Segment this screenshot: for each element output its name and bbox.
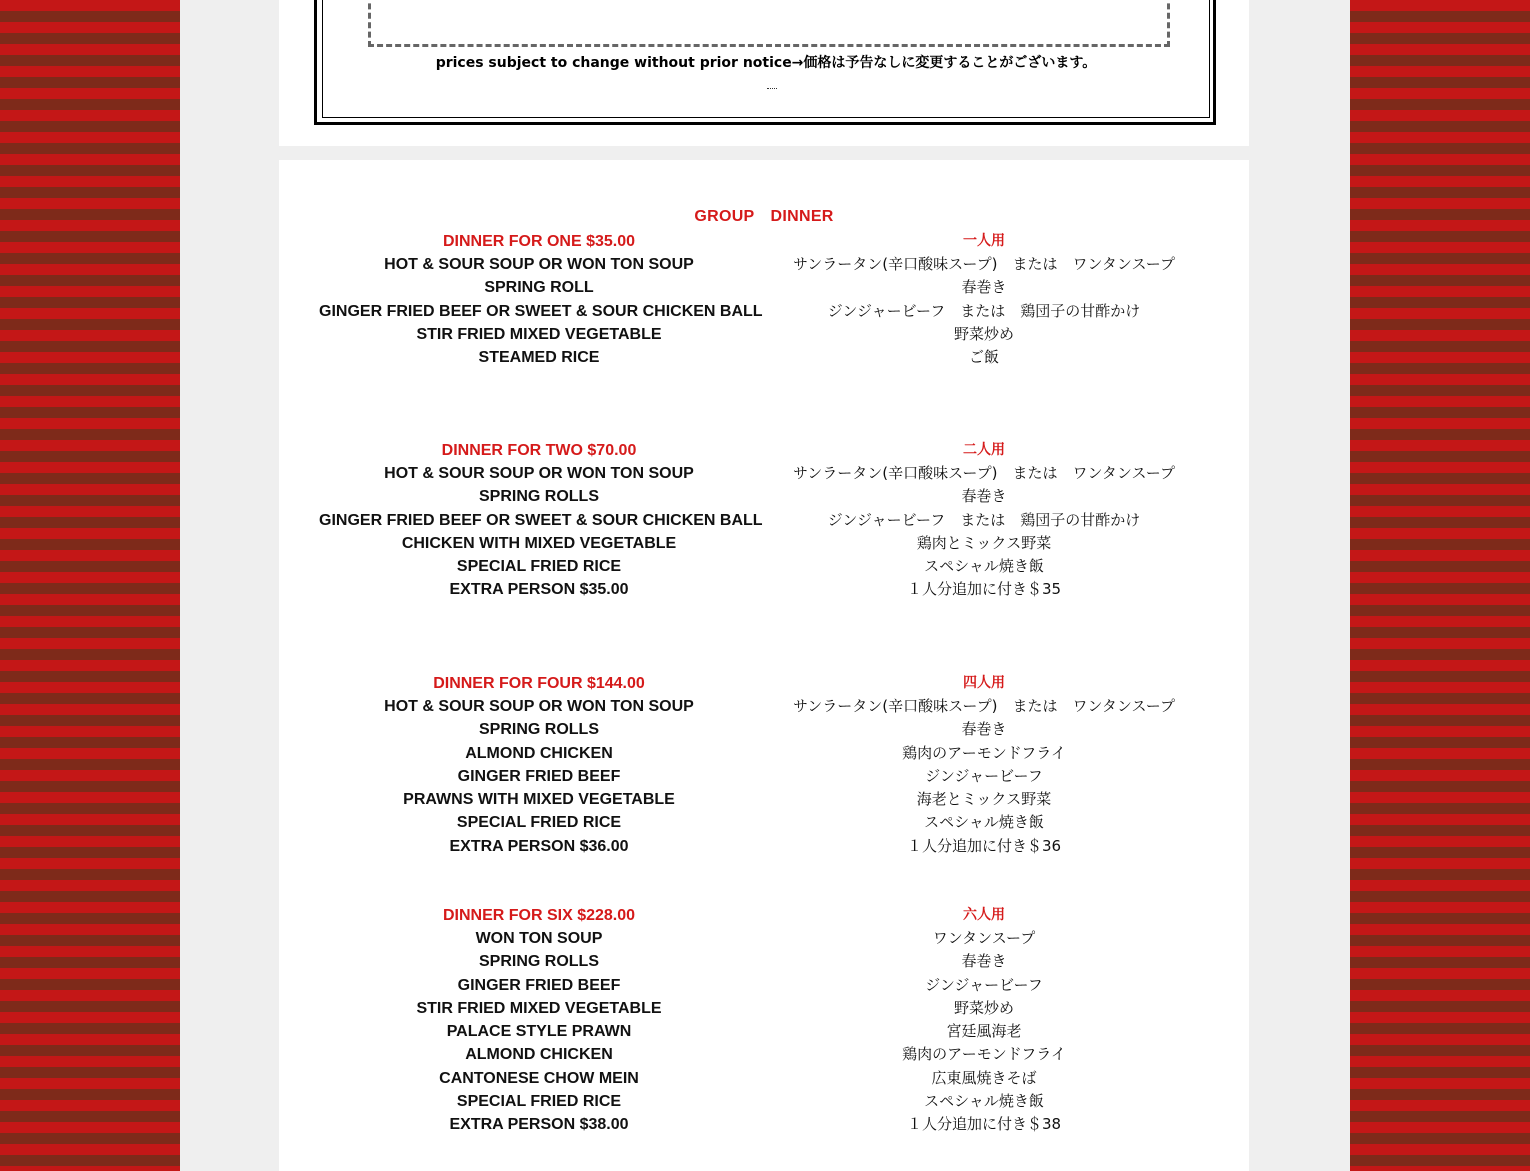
menu-item-en: HOT & SOUR SOUP OR WON TON SOUP — [384, 256, 694, 273]
menu-item-jp: １人分追加に付き＄38 — [906, 1115, 1062, 1134]
menu-item-en: EXTRA PERSON $38.00 — [449, 1116, 629, 1134]
menu-item-en: GINGER FRIED BEEF OR SWEET & SOUR CHICKEN BALL — [319, 511, 763, 529]
menu-item-en: SPRING ROLLS — [478, 953, 599, 971]
menu-item-jp: 野菜炒め — [953, 998, 1014, 1017]
menu-item-en: STIR FRIED MIXED VEGETABLE — [416, 325, 662, 343]
menu-item-en: SPRING ROLLS — [478, 721, 599, 739]
menu-item-en: ALMOND CHICKEN — [465, 744, 613, 762]
menu-item-en: SPECIAL FRIED RICE — [456, 814, 622, 832]
english-column — [319, 439, 763, 602]
menu-item-jp: 春巻き — [961, 720, 1007, 739]
decorative-mark — [767, 88, 777, 92]
menu-item-en: ALMOND CHICKEN — [465, 1046, 613, 1064]
menu-item-jp: ご飯 — [968, 348, 999, 367]
menu-item-en: EXTRA PERSON $36.00 — [449, 837, 629, 855]
japanese-column — [769, 904, 1199, 1137]
menu-item-jp: 鶏肉とミックス野菜 — [916, 533, 1052, 552]
section-title-en: DINNER FOR ONE $35.00 — [442, 233, 636, 250]
menu-item-jp: 広東風焼きそば — [931, 1068, 1037, 1087]
section-title-en: DINNER FOR SIX $228.00 — [442, 907, 636, 924]
menu-item-en: CHICKEN WITH MIXED VEGETABLE — [401, 534, 677, 552]
menu-item-en: PRAWNS WITH MIXED VEGETABLE — [403, 791, 675, 809]
menu-item-jp: ジンジャービーフ または 鶏団子の甘酢かけ — [827, 301, 1141, 320]
section-title-en: DINNER FOR TWO $70.00 — [441, 442, 637, 459]
price-notice: prices subject to change without prior notice→価格は予告なしに変更することがございます。 — [435, 55, 1097, 71]
menu-item-jp: 野菜炒め — [953, 324, 1014, 343]
menu-item-en: CANTONESE CHOW MEIN — [439, 1069, 639, 1087]
japanese-column — [769, 439, 1199, 602]
group-dinner-menu-page — [279, 160, 1249, 1171]
menu-item-en: GINGER FRIED BEEF OR SWEET & SOUR CHICKEN BALL — [319, 302, 763, 320]
english-column — [319, 230, 763, 369]
menu-item-jp: スペシャル焼き飯 — [924, 557, 1044, 576]
english-column — [319, 672, 759, 858]
menu-item-en: STEAMED RICE — [478, 349, 600, 367]
menu-item-en: SPRING ROLLS — [478, 488, 599, 506]
menu-item-en: SPECIAL FRIED RICE — [456, 558, 622, 576]
menu-item-en: WON TON SOUP — [475, 930, 603, 947]
menu-item-en: SPRING ROLL — [484, 279, 594, 297]
menu-item-en: SPECIAL FRIED RICE — [456, 1093, 622, 1111]
decorative-box — [368, 0, 1170, 47]
menu-item-jp: スペシャル焼き飯 — [924, 1092, 1044, 1111]
menu-item-jp: ジンジャービーフ — [925, 975, 1043, 994]
menu-item-jp: サンラータン(辛口酸味スープ) または ワンタンスープ — [793, 697, 1175, 715]
menu-item-jp: ジンジャービーフ または 鶏団子の甘酢かけ — [827, 510, 1141, 529]
menu-item-en: EXTRA PERSON $35.00 — [449, 581, 629, 599]
group-dinner-title — [279, 208, 1249, 226]
menu-item-en: HOT & SOUR SOUP OR WON TON SOUP — [384, 698, 694, 715]
left-striped-border — [0, 0, 180, 1171]
menu-item-jp: 海老とミックス野菜 — [916, 790, 1052, 809]
menu-item-en: GINGER FRIED BEEF — [457, 976, 621, 994]
right-striped-border — [1350, 0, 1530, 1171]
menu-item-jp: 春巻き — [961, 487, 1007, 506]
previous-menu-page — [279, 0, 1249, 146]
menu-item-jp: 宮廷風海老 — [946, 1022, 1022, 1041]
menu-item-en: STIR FRIED MIXED VEGETABLE — [416, 999, 662, 1017]
menu-item-jp: 鶏肉のアーモンドフライ — [902, 1045, 1066, 1064]
menu-item-en: HOT & SOUR SOUP OR WON TON SOUP — [384, 465, 694, 482]
section-title-jp: 一人用 — [963, 233, 1005, 249]
menu-item-jp: サンラータン(辛口酸味スープ) または ワンタンスープ — [793, 464, 1175, 482]
english-column — [319, 904, 759, 1137]
section-title-jp: 二人用 — [963, 442, 1005, 458]
content-column — [180, 0, 1350, 1171]
menu-item-jp: １人分追加に付き＄35 — [906, 580, 1062, 599]
menu-item-jp: サンラータン(辛口酸味スープ) または ワンタンスープ — [793, 255, 1175, 273]
section-title-jp: 四人用 — [963, 675, 1005, 691]
menu-item-jp: 春巻き — [961, 278, 1007, 297]
group-title-word: GROUP — [694, 208, 755, 225]
menu-item-jp: ワンタンスープ — [932, 929, 1036, 947]
menu-item-jp: スペシャル焼き飯 — [924, 813, 1044, 832]
menu-item-jp: ジンジャービーフ — [925, 766, 1043, 785]
group-title-word: DINNER — [770, 208, 834, 225]
japanese-column — [769, 672, 1199, 858]
page-frame — [314, 0, 1216, 125]
section-title-jp: 六人用 — [963, 907, 1005, 923]
menu-item-jp: 鶏肉のアーモンドフライ — [902, 743, 1066, 762]
menu-item-jp: １人分追加に付き＄36 — [906, 836, 1062, 855]
section-title-en: DINNER FOR FOUR $144.00 — [433, 675, 645, 692]
menu-item-en: GINGER FRIED BEEF — [457, 767, 621, 785]
menu-item-en: PALACE STYLE PRAWN — [446, 1023, 632, 1041]
japanese-column — [769, 230, 1199, 369]
menu-item-jp: 春巻き — [961, 952, 1007, 971]
